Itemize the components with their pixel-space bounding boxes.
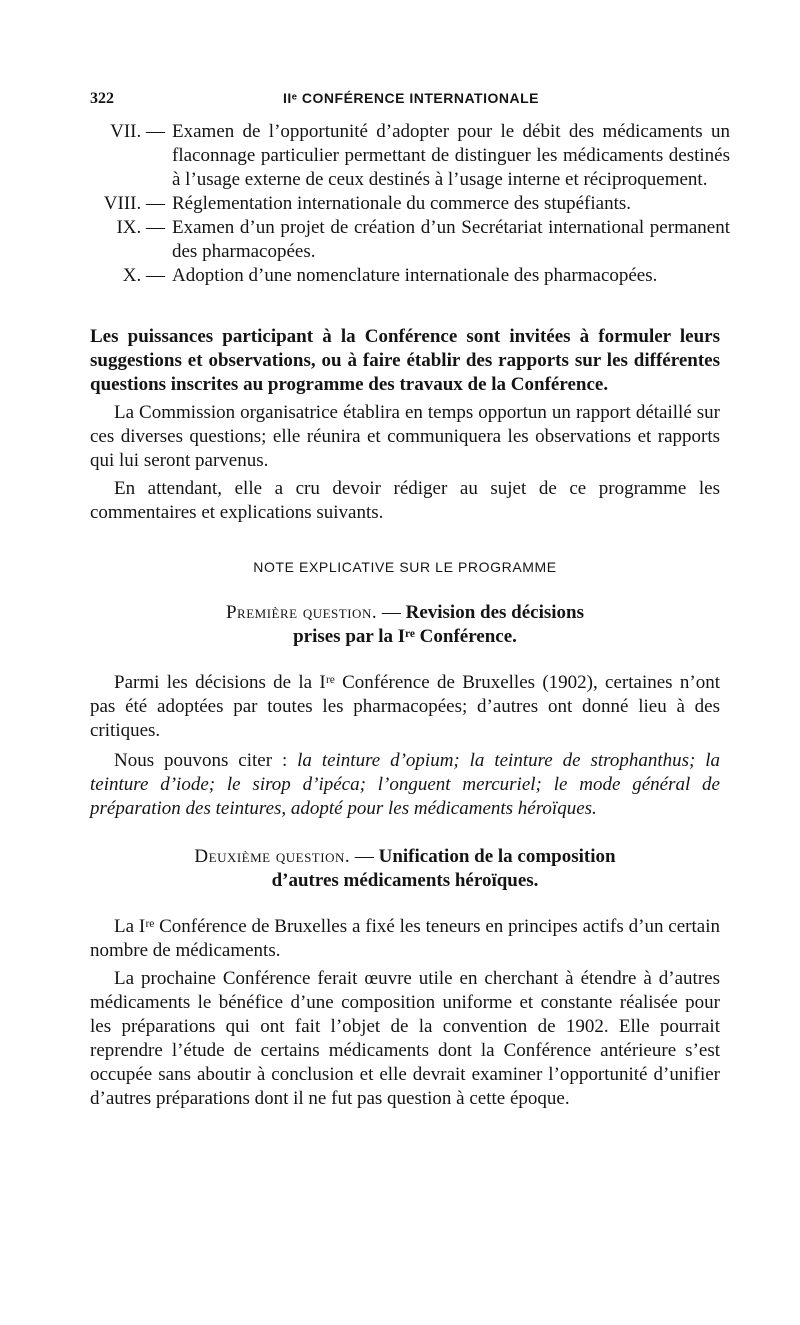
program-item (80, 264, 730, 288)
question2-heading: Deuxième question. — Unification de la composition d’autres médicaments héroïques. (194, 846, 616, 891)
question1-heading: Première question. — Revision des décisions prises par la Iʳᵉ Conférence. (225, 602, 585, 647)
question2-paragraph: La Iʳᵉ Conférence de Bruxelles a fixé les teneurs en principes actifs d’un certain nombre de médicaments. (90, 916, 720, 961)
question2-paragraph-2: La prochaine Conférence ferait œuvre utile en cherchant à étendre à d’autres médicaments le bénéfice d’une composition uniforme et constante réalisée pour les préparations qui ont fait l’objet de la convention de 1902. Elle pourrait reprendre l’étude de certains médicaments dont la Conférence antérieure s’est occupée sans aboutir à conclusion et elle devrait examiner l’opportunité d’unifier d’autres préparations dont il ne fut pas question à cette époque. (90, 968, 720, 1109)
commission-paragraph: La Commission organisatrice établira en temps opportun un rapport détaillé sur ces diverses questions; elle réunira et communiquera les observations et rapports qui lui seront parvenus. (90, 402, 720, 471)
meanwhile-paragraph: En attendant, elle a cru devoir rédiger au sujet de ce programme les commentaires et explications suivants. (90, 478, 720, 523)
citations-list: la teinture d’opium; la teinture de strophanthus; la teinture d’iode; le sirop d’ipéca; l’onguent mercuriel; le mode général de préparation des teintures, adopté pour les médicaments héroïques. (90, 750, 720, 819)
item-text: Examen de l’opportunité d’adopter pour le débit des médicaments un flaconnage particulier permettant de distinguer les médicaments destinés à l’usage externe de ceux destinés à l’usage interne et réciproquement. (172, 121, 730, 190)
invitation-paragraph: Les puissances participant à la Conférence sont invitées à formuler leurs suggestions et observations, ou à faire établir des rapports sur les différentes questions inscrites au programme des travaux de la Conférence. (90, 326, 720, 395)
question1-title-line1: Revision des décisions (405, 602, 585, 623)
item-text: Adoption d’une nomenclature internationale des pharmacopées. (172, 265, 658, 286)
running-head (88, 90, 728, 114)
program-item (80, 216, 730, 264)
question1-title-line2: prises par la Iʳᵉ Conférence. (293, 626, 517, 647)
running-title: IIᵉ CONFÉRENCE INTERNATIONALE (283, 90, 539, 106)
program-item (80, 120, 730, 192)
question1-citations (90, 749, 720, 821)
item-text: Réglementation internationale du commerce des stupéfiants. (172, 193, 632, 214)
note-title: NOTE EXPLICATIVE SUR LE PROGRAMME (253, 559, 557, 575)
citations-lead: Nous pouvons citer : (114, 750, 288, 771)
item-number: VIII. — (103, 193, 165, 214)
program-list (80, 120, 730, 288)
item-number: IX. — (116, 217, 165, 238)
question1-label: Première question. (225, 602, 378, 623)
question1-paragraph: Parmi les décisions de la Iʳᵉ Conférence de Bruxelles (1902), certaines n’ont pas été adoptées par toutes les pharmacopées; d’autres ont donné lieu à des critiques. (90, 672, 720, 741)
body-text (90, 325, 720, 1111)
question2-label: Deuxième question. (194, 846, 351, 867)
program-item (80, 192, 730, 216)
question2-title-line2: d’autres médicaments héroïques. (271, 870, 539, 891)
question2-title-line1: Unification de la composition (378, 846, 616, 867)
item-number: X. — (122, 265, 165, 286)
page-number: 322 (90, 90, 114, 107)
item-text: Examen d’un projet de création d’un Secrétariat international permanent des pharmacopées. (172, 217, 730, 262)
item-number: VII. — (110, 121, 165, 142)
